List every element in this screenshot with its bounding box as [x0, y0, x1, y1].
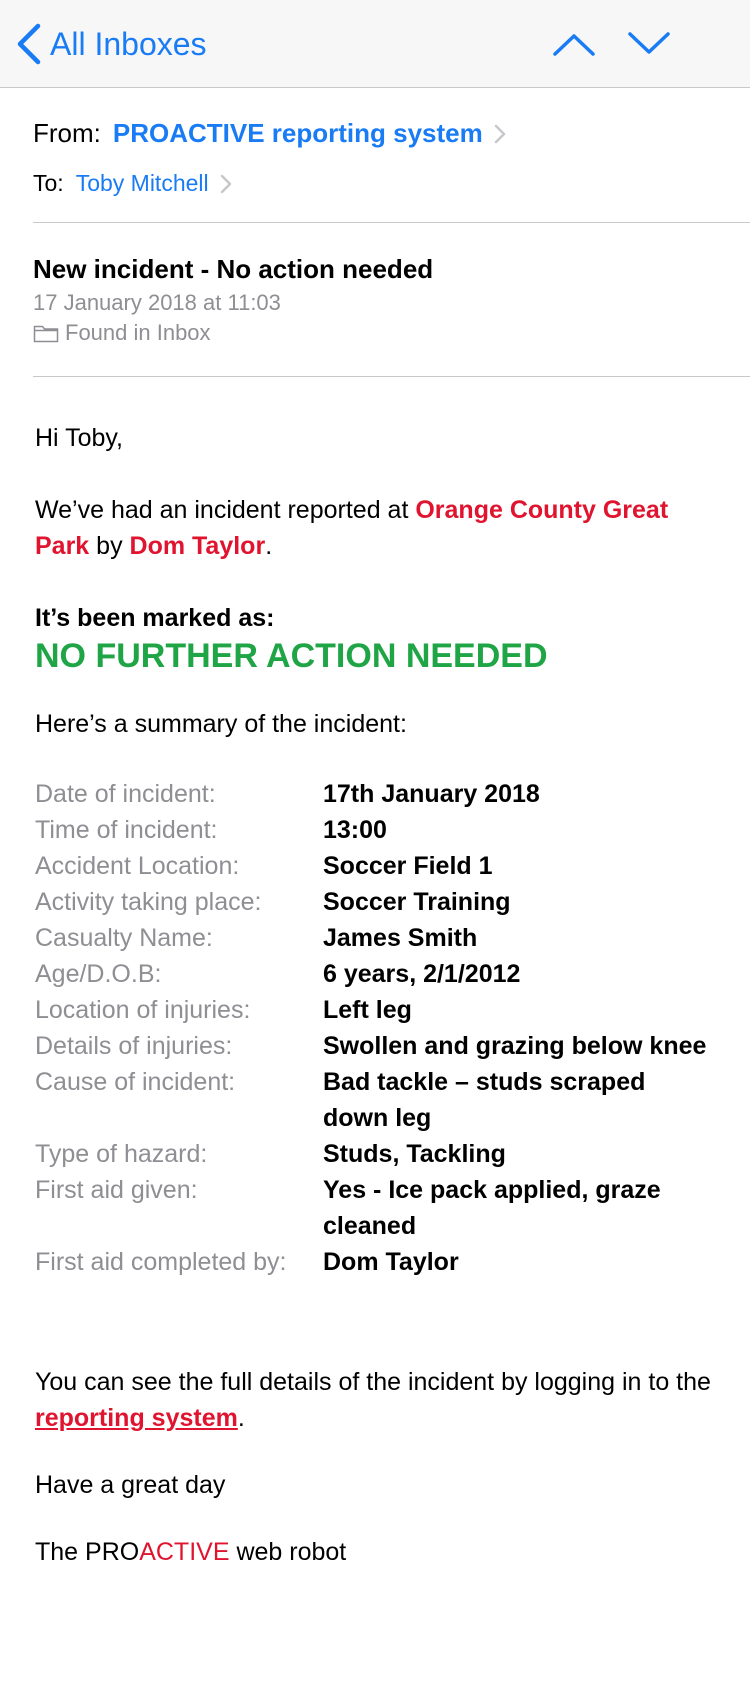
summary-key: Details of injuries:: [35, 1032, 233, 1060]
summary-row: [35, 884, 713, 920]
summary-value: Yes - Ice pack applied, graze cleaned: [323, 1176, 661, 1240]
folder-location: [33, 320, 750, 346]
summary-value: Left leg: [323, 996, 412, 1024]
summary-value: 17th January 2018: [323, 780, 540, 808]
summary-value: 13:00: [323, 816, 387, 844]
details-end: .: [237, 1404, 245, 1432]
summary-table: [35, 776, 713, 1280]
summary-row: [35, 1244, 713, 1280]
intro-text: We’ve had an incident reported at: [35, 496, 416, 524]
reporter-name: Dom Taylor: [129, 532, 266, 560]
summary-key: First aid completed by:: [35, 1248, 287, 1276]
summary-key: Casualty Name:: [35, 924, 213, 952]
summary-key: Date of incident:: [35, 780, 216, 808]
sender-name[interactable]: PROACTIVE reporting system: [112, 118, 483, 148]
incident-location: Orange County Great Park: [35, 496, 669, 560]
summary-value: Dom Taylor: [323, 1248, 459, 1276]
folder-icon: [33, 323, 59, 343]
marked-label: It’s been marked as:: [35, 604, 275, 632]
intro-text-by: by: [89, 532, 130, 560]
divider: [33, 222, 750, 223]
chevron-right-icon: [493, 123, 507, 145]
summary-row: [35, 812, 713, 848]
summary-key: Cause of incident:: [35, 1068, 236, 1096]
from-label: From:: [33, 118, 101, 148]
summary-row: [35, 992, 713, 1028]
summary-row: [35, 1136, 713, 1172]
back-label: All Inboxes: [50, 25, 207, 62]
signoff: Have a great day: [35, 1471, 226, 1499]
reporting-system-link[interactable]: reporting system: [35, 1404, 238, 1432]
email-date: 17 January 2018 at 11:03: [33, 290, 281, 315]
signature-pro: The PRO: [35, 1538, 140, 1566]
summary-value: 6 years, 2/1/2012: [323, 960, 521, 988]
summary-value: Soccer Training: [323, 888, 511, 916]
details-paragraph: [35, 1364, 725, 1436]
back-button[interactable]: [16, 22, 207, 66]
divider: [33, 376, 750, 377]
summary-key: Time of incident:: [35, 816, 218, 844]
previous-message-button[interactable]: [551, 24, 597, 64]
summary-row: [35, 1064, 713, 1136]
intro-end: .: [265, 532, 273, 560]
status-text: NO FURTHER ACTION NEEDED: [35, 637, 548, 675]
summary-value: Studs, Tackling: [323, 1140, 506, 1168]
chevron-right-icon: [219, 173, 233, 195]
summary-key: Age/D.O.B:: [35, 960, 162, 988]
summary-value: Bad tackle – studs scraped down leg: [323, 1068, 646, 1132]
to-label: To:: [33, 170, 64, 196]
navigation-bar: [0, 0, 750, 88]
next-message-button[interactable]: [626, 24, 672, 64]
summary-row: [35, 1172, 713, 1244]
summary-key: Activity taking place:: [35, 888, 262, 916]
summary-key: Type of hazard:: [35, 1140, 208, 1168]
chevron-left-icon: [16, 23, 42, 65]
from-row: [33, 118, 750, 149]
summary-row: [35, 776, 713, 812]
summary-value: James Smith: [323, 924, 478, 952]
email-subject: New incident - No action needed: [33, 254, 434, 284]
summary-key: First aid given:: [35, 1176, 198, 1204]
summary-row: [35, 1028, 713, 1064]
greeting: Hi Toby,: [35, 424, 124, 452]
summary-value: Swollen and grazing below knee: [323, 1032, 707, 1060]
summary-intro: Here’s a summary of the incident:: [35, 710, 407, 738]
summary-value: Soccer Field 1: [323, 852, 493, 880]
chevron-up-icon: [551, 24, 597, 64]
email-body: [35, 420, 725, 1570]
folder-label: Found in Inbox: [65, 320, 211, 345]
intro-paragraph: [35, 492, 725, 564]
recipient-name[interactable]: Toby Mitchell: [75, 170, 209, 196]
to-row: [33, 170, 750, 197]
signature: [35, 1534, 725, 1570]
summary-key: Accident Location:: [35, 852, 240, 880]
chevron-down-icon: [626, 24, 672, 64]
signature-end: web robot: [229, 1538, 347, 1566]
details-text: You can see the full details of the incident by logging in to the: [35, 1368, 711, 1396]
summary-key: Location of injuries:: [35, 996, 251, 1024]
summary-row: [35, 848, 713, 884]
summary-row: [35, 956, 713, 992]
signature-active: ACTIVE: [139, 1538, 230, 1566]
summary-row: [35, 920, 713, 956]
